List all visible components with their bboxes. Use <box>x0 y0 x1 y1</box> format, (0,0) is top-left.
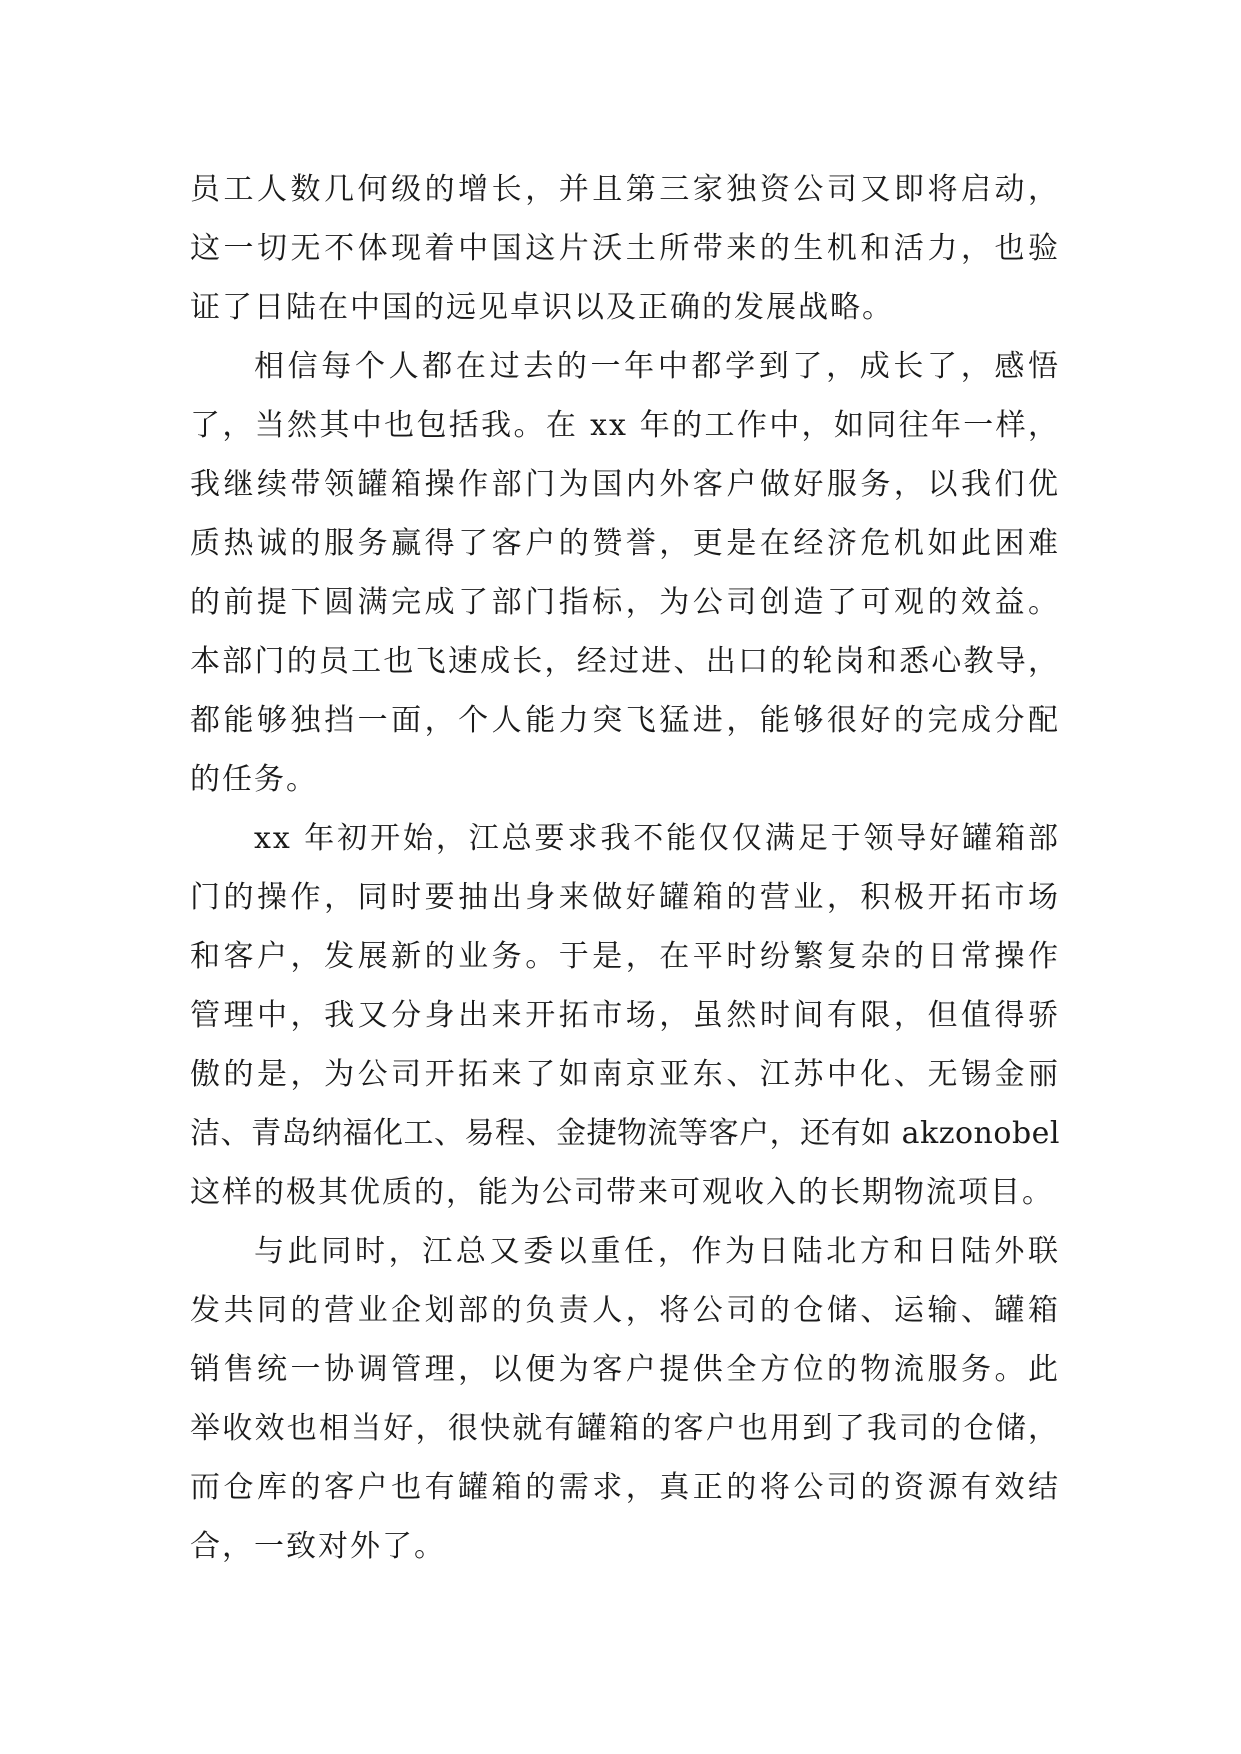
paragraph <box>190 809 1060 1222</box>
paragraph <box>190 160 1060 337</box>
paragraph <box>190 337 1060 809</box>
text-line: 这样的极其优质的，能为公司带来可观收入的长期物流项目。 <box>190 1175 1054 1210</box>
text-line: 证了日陆在中国的远见卓识以及正确的发展战略。 <box>190 290 894 325</box>
text-line: 的任务。 <box>190 762 318 797</box>
text-line: 发共同的营业企划部的负责人，将公司的仓储、运输、罐箱 <box>190 1293 1060 1328</box>
text-line: 的前提下圆满完成了部门指标，为公司创造了可观的效益。 <box>190 585 1060 620</box>
text-line: 而仓库的客户也有罐箱的需求，真正的将公司的资源有效结 <box>190 1470 1060 1505</box>
text-line: xx 年初开始，江总要求我不能仅仅满足于领导好罐箱部 <box>254 821 1060 856</box>
text-line: 门的操作，同时要抽出身来做好罐箱的营业，积极开拓市场 <box>190 880 1060 915</box>
text-line: 本部门的员工也飞速成长，经过进、出口的轮岗和悉心教导， <box>190 644 1060 679</box>
text-line: 合，一致对外了。 <box>190 1529 446 1564</box>
text-line: 与此同时，江总又委以重任，作为日陆北方和日陆外联 <box>254 1234 1060 1269</box>
text-line: 都能够独挡一面，个人能力突飞猛进，能够很好的完成分配 <box>190 703 1060 738</box>
text-line: 傲的是，为公司开拓来了如南京亚东、江苏中化、无锡金丽 <box>190 1057 1060 1092</box>
body-text <box>190 160 1060 1576</box>
text-line: 员工人数几何级的增长，并且第三家独资公司又即将启动， <box>190 172 1060 207</box>
paragraph <box>190 1222 1060 1576</box>
text-line: 了，当然其中也包括我。在 xx 年的工作中，如同往年一样， <box>190 408 1060 443</box>
text-line: 销售统一协调管理，以便为客户提供全方位的物流服务。此 <box>190 1352 1060 1387</box>
text-line: 管理中，我又分身出来开拓市场，虽然时间有限，但值得骄 <box>190 998 1060 1033</box>
text-line: 相信每个人都在过去的一年中都学到了，成长了，感悟 <box>254 349 1060 384</box>
text-line: 我继续带领罐箱操作部门为国内外客户做好服务，以我们优 <box>190 467 1060 502</box>
text-line: 举收效也相当好，很快就有罐箱的客户也用到了我司的仓储， <box>190 1411 1060 1446</box>
text-line: 这一切无不体现着中国这片沃土所带来的生机和活力，也验 <box>190 231 1060 266</box>
text-line: 质热诚的服务赢得了客户的赞誉，更是在经济危机如此困难 <box>190 526 1060 561</box>
text-line: 和客户，发展新的业务。于是，在平时纷繁复杂的日常操作 <box>190 939 1060 974</box>
text-line: 洁、青岛纳福化工、易程、金捷物流等客户，还有如 akzonobel <box>190 1116 1060 1151</box>
